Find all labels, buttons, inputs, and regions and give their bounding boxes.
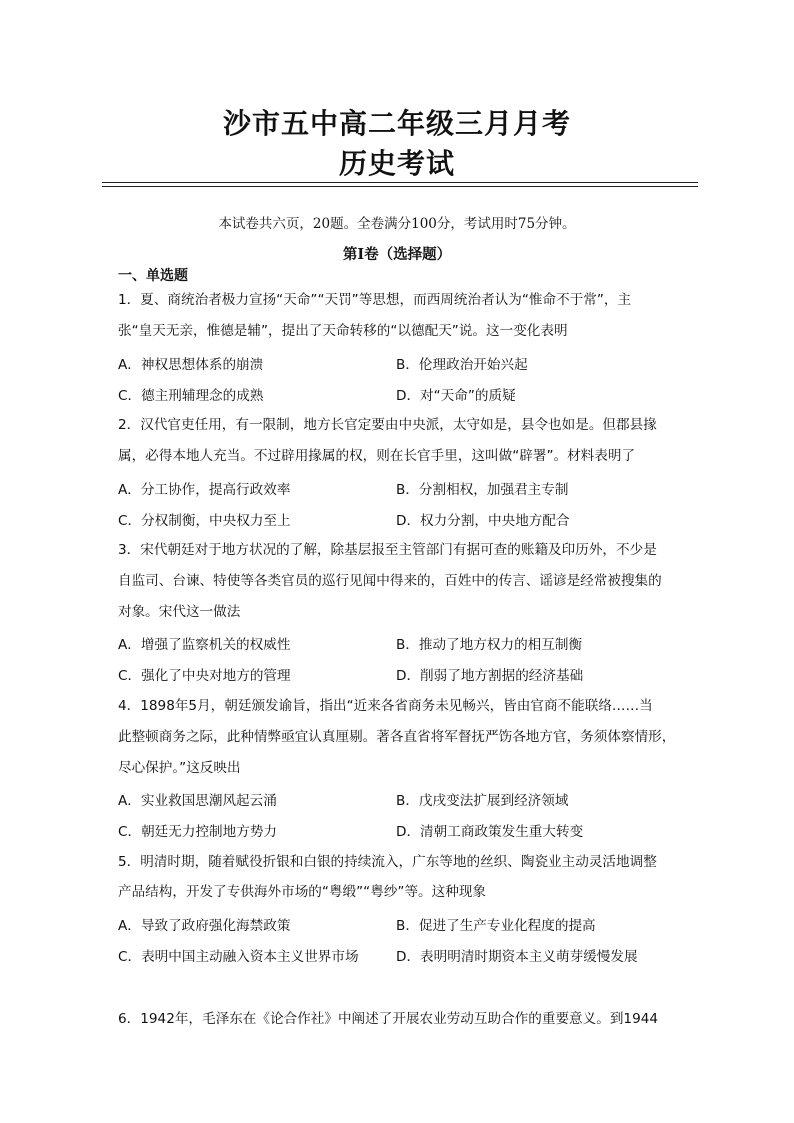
question-4-option-d: D．清朝工商政策发生重大转变 xyxy=(396,824,584,840)
question-5-option-c: C．表明中国主动融入资本主义世界市场 xyxy=(118,949,359,965)
question-2-line-2: 属，必得本地人充当。不过辟用掾属的权，则在长官手里，这叫做“辟署”。材料表明了 xyxy=(118,448,636,464)
question-4-option-a: A．实业救国思潮风起云涌 xyxy=(118,793,277,809)
header-divider-top xyxy=(102,182,698,183)
question-4-line-1: 4．1898年5月，朝廷颁发谕旨，指出“近来各省商务未见畅兴，皆由官商不能联络……当 xyxy=(118,698,653,714)
question-5-option-b: B．促进了生产专业化程度的提高 xyxy=(396,918,596,934)
question-3-line-3: 对象。宋代这一做法 xyxy=(118,604,241,620)
question-6-line-1: 6．1942年，毛泽东在《论合作社》中阐述了开展农业劳动互助合作的重要意义。到1944 xyxy=(118,1011,659,1027)
question-1-option-a: A．神权思想体系的崩溃 xyxy=(118,357,264,373)
exam-subtitle: 历史考试 xyxy=(338,147,455,180)
exam-instructions: 本试卷共六页，20题。全卷满分100分，考试用时75分钟。 xyxy=(218,216,576,232)
question-1-option-b: B．伦理政治开始兴起 xyxy=(396,357,528,373)
question-2-line-1: 2．汉代官吏任用，有一限制，地方长官定要由中央派，太守如是，县令也如是。但郡县掾 xyxy=(118,417,657,433)
question-4-line-2: 此整顿商务之际，此种情弊亟宜认真厘剔。著各直省将军督抚严饬各地方官，务须体察情形， xyxy=(118,729,676,745)
question-1-option-c: C．德主刑辅理念的成熟 xyxy=(118,388,264,404)
question-3-line-1: 3．宋代朝廷对于地方状况的了解，除基层报至主管部门有据可查的账籍及印历外，不少是 xyxy=(118,542,657,558)
question-1-line-2: 张“皇天无亲，惟德是辅”，提出了天命转移的“以德配天”说。这一变化表明 xyxy=(118,323,568,339)
question-5-line-1: 5．明清时期，随着赋役折银和白银的持续流入，广东等地的丝织、陶瓷业主动灵活地调整 xyxy=(118,854,657,870)
question-4-line-3: 尽心保护。”这反映出 xyxy=(118,760,241,776)
question-4-option-c: C．朝廷无力控制地方势力 xyxy=(118,824,278,840)
question-1-line-1: 1．夏、商统治者极力宣扬“天命”“天罚”等思想，而西周统治者认为“惟命不于常”，主 xyxy=(118,292,632,308)
question-2-option-c: C．分权制衡，中央权力至上 xyxy=(118,513,291,529)
question-5-line-2: 产品结构，开发了专供海外市场的“粤缎”“粤纱”等。这种现象 xyxy=(118,884,487,900)
question-4-option-b: B．戊戌变法扩展到经济领域 xyxy=(396,793,569,809)
question-3-option-d: D．削弱了地方割据的经济基础 xyxy=(396,668,584,684)
question-3-option-b: B．推动了地方权力的相互制衡 xyxy=(396,637,583,653)
section-title: 第Ⅰ卷（选择题） xyxy=(342,246,452,263)
question-5-option-a: A．导致了政府强化海禁政策 xyxy=(118,918,291,934)
question-3-line-2: 自监司、台谏、特使等各类官员的巡行见闻中得来的，百姓中的传言、谣谚是经常被搜集的 xyxy=(118,573,662,589)
question-2-option-d: D．权力分割，中央地方配合 xyxy=(396,513,570,529)
part-heading: 一、单选题 xyxy=(118,268,188,284)
exam-title: 沙市五中高二年级三月月考 xyxy=(222,107,571,140)
question-1-option-d: D．对“天命”的质疑 xyxy=(396,388,516,404)
question-5-option-d: D．表明明清时期资本主义萌芽缓慢发展 xyxy=(396,949,638,965)
header-divider-bottom xyxy=(102,186,698,187)
question-3-option-c: C．强化了中央对地方的管理 xyxy=(118,668,291,684)
question-3-option-a: A．增强了监察机关的权威性 xyxy=(118,637,291,653)
question-2-option-a: A．分工协作，提高行政效率 xyxy=(118,482,291,498)
question-2-option-b: B．分割相权，加强君主专制 xyxy=(396,482,569,498)
